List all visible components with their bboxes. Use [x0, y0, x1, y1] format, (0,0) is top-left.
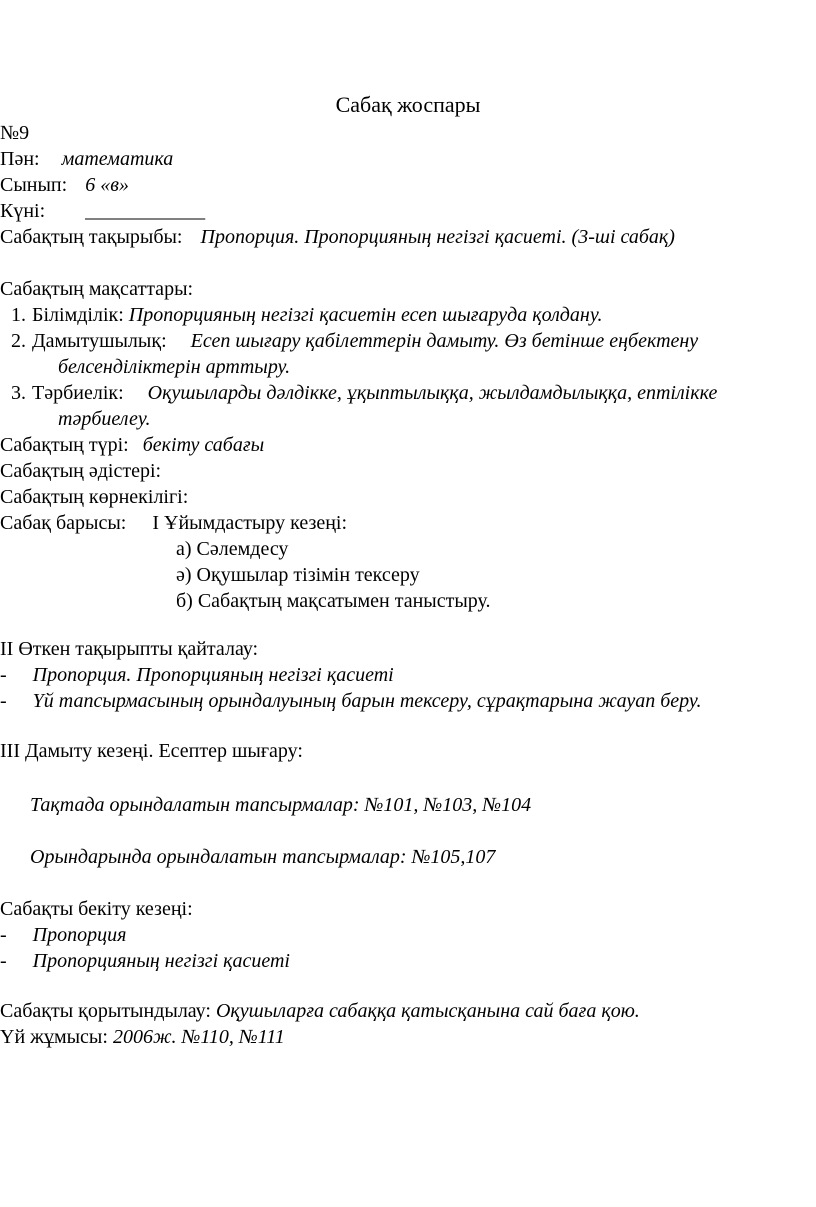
visuals-row: Сабақтың көрнекілігі: [0, 486, 189, 508]
dash-bullet: - [0, 924, 7, 946]
goal-item [0, 380, 717, 406]
page-title: Сабақ жоспары [335, 92, 481, 117]
lesson-type-label: Сабақтың түрі: [0, 434, 129, 456]
dash-bullet: - [0, 664, 7, 686]
goal-item [0, 328, 698, 354]
lesson-type-row [0, 432, 264, 458]
progress-subitem: а) Сәлемдесу [176, 538, 289, 560]
review-item [0, 688, 702, 714]
date-value: ____________ [85, 200, 206, 222]
dash-bullet: - [0, 690, 7, 712]
goal-label: Тәрбиелік: [32, 382, 124, 404]
review-item-text: Үй тапсырмасының орындалуының барын тексеру, сұрақтарына жауап беру. [32, 690, 702, 712]
progress-row [0, 510, 347, 536]
summary-value: Оқушыларға сабаққа қатысқанына сай баға қою. [215, 1000, 640, 1022]
subject-row [0, 146, 173, 172]
consolidation-item-text: Пропорция [32, 924, 127, 946]
goal-number: 2. [11, 330, 26, 352]
date-label: Күні: [0, 200, 46, 222]
class-label: Сынып: [0, 174, 68, 196]
goal-label: Білімділік: [32, 304, 124, 326]
class-value: 6 «в» [85, 174, 129, 196]
progress-subitem: б) Сабақтың мақсатымен таныстыру. [176, 590, 491, 612]
consolidation-heading: Сабақты бекіту кезеңі: [0, 898, 193, 920]
summary-label: Сабақты қорытындылау: [0, 1000, 211, 1022]
dash-bullet: - [0, 950, 7, 972]
topic-value: Пропорция. Пропорцияның негізгі қасиеті. (3-ші сабақ) [200, 226, 675, 248]
homework-row [0, 1024, 285, 1050]
development-heading: III Дамыту кезеңі. Есептер шығару: [0, 740, 303, 762]
lesson-type-value: бекіту сабағы [142, 434, 265, 456]
class-row [0, 172, 129, 198]
methods-row: Сабақтың әдістері: [0, 460, 162, 482]
topic-row [0, 224, 675, 250]
plan-number: №9 [0, 122, 30, 144]
board-tasks: Тақтада орындалатын тапсырмалар: №101, №103, №104 [30, 794, 532, 816]
topic-label: Сабақтың тақырыбы: [0, 226, 183, 248]
review-item [0, 662, 394, 688]
homework-label: Үй жұмысы: [0, 1026, 108, 1048]
goal-number: 3. [11, 382, 26, 404]
goal-item [0, 302, 602, 328]
goal-value: Есеп шығару қабілеттерін дамыту. Өз бетінше еңбектену [190, 330, 699, 352]
goal-number: 1. [11, 304, 26, 326]
summary-row [0, 998, 640, 1024]
subject-label: Пән: [0, 148, 40, 170]
date-row [0, 198, 205, 224]
consolidation-item [0, 922, 126, 948]
consolidation-item-text: Пропорцияның негізгі қасиеті [32, 950, 290, 972]
review-heading: II Өткен тақырыпты қайталау: [0, 638, 259, 660]
subject-value: математика [61, 148, 174, 170]
goals-heading: Сабақтың мақсаттары: [0, 278, 194, 300]
consolidation-item [0, 948, 290, 974]
seat-tasks: Орындарында орындалатын тапсырмалар: №105,107 [30, 846, 496, 868]
progress-subitem: ә) Оқушылар тізімін тексеру [176, 564, 420, 586]
review-item-text: Пропорция. Пропорцияның негізгі қасиеті [32, 664, 394, 686]
goal-continuation: тәрбиелеу. [58, 408, 151, 430]
goal-value: Оқушыларды дәлдікке, ұқыптылыққа, жылдамдылыққа, ептілікке [147, 382, 718, 404]
goal-value: Пропорцияның негізгі қасиетін есеп шығаруда қолдану. [128, 304, 603, 326]
stage-one-heading: I Ұйымдастыру кезеңі: [152, 512, 348, 534]
goal-continuation: белсенділіктерін арттыру. [58, 356, 291, 378]
goal-label: Дамытушылық: [32, 330, 167, 352]
progress-label: Сабақ барысы: [0, 512, 127, 534]
homework-value: 2006ж. №110, №111 [112, 1026, 285, 1048]
